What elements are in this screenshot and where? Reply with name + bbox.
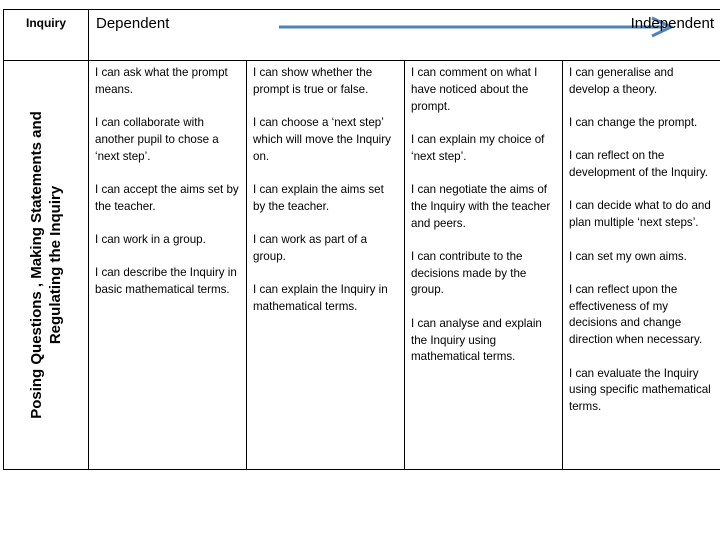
- can-do-statement: I can work in a group.: [95, 233, 206, 247]
- row-label-line-1: Posing Questions , Making Statements and: [28, 111, 45, 419]
- can-do-statement: I can reflect upon the effectiveness of my decisions and change direction when necessary.: [569, 282, 703, 347]
- can-do-statement: I can negotiate the aims of the Inquiry with the teacher and peers.: [411, 182, 551, 230]
- can-do-statement: I can explain my choice of ‘next step’.: [411, 132, 545, 163]
- header-row: [4, 10, 720, 61]
- can-do-statement: I can explain the Inquiry in mathematical terms.: [253, 283, 388, 313]
- independent-label: Independent: [630, 15, 714, 32]
- can-do-statement: I can collaborate with another pupil to chose a ‘next step’.: [95, 116, 219, 163]
- can-do-statement: I can set my own aims.: [569, 249, 687, 263]
- right-arrow-icon: [279, 16, 679, 38]
- can-do-statement: I can contribute to the decisions made by the group.: [411, 249, 527, 297]
- can-do-statement: I can work as part of a group.: [253, 233, 368, 263]
- stage-column-4: [563, 61, 720, 470]
- dependent-label: Dependent: [96, 15, 170, 32]
- can-do-statement: I can change the prompt.: [569, 116, 698, 130]
- can-do-statement: I can ask what the prompt means.: [95, 66, 228, 96]
- can-do-statement: I can evaluate the Inquiry using specific mathematical terms.: [569, 366, 711, 414]
- can-do-statement: I can accept the aims set by the teacher.: [95, 182, 239, 213]
- can-do-statement: I can show whether the prompt is true or false.: [253, 66, 373, 96]
- can-do-statement: I can comment on what I have noticed about the prompt.: [411, 66, 538, 113]
- can-do-statement: I can reflect on the development of the Inquiry.: [569, 149, 708, 180]
- row-label-line-2: Regulating the Inquiry: [47, 185, 64, 345]
- can-do-statement: I can describe the Inquiry in basic mathematical terms.: [95, 266, 237, 297]
- stage-column-3: [405, 61, 563, 470]
- corner-label: Inquiry: [4, 10, 89, 61]
- progression-header: [89, 10, 720, 61]
- can-do-statement: I can explain the aims set by the teacher.: [253, 182, 384, 213]
- can-do-statement: I can choose a ‘next step’ which will move the Inquiry on.: [253, 116, 391, 163]
- stage-column-2: [247, 61, 405, 470]
- can-do-statement: I can generalise and develop a theory.: [569, 66, 674, 96]
- stage-column-1: [89, 61, 247, 470]
- inquiry-rubric-table: [3, 9, 720, 470]
- row-label-cell: [4, 61, 89, 470]
- can-do-statement: I can analyse and explain the Inquiry using mathematical terms.: [411, 316, 542, 364]
- statements-row: [4, 61, 720, 470]
- row-label: [27, 65, 65, 465]
- can-do-statement: I can decide what to do and plan multiple ‘next steps’.: [569, 199, 711, 230]
